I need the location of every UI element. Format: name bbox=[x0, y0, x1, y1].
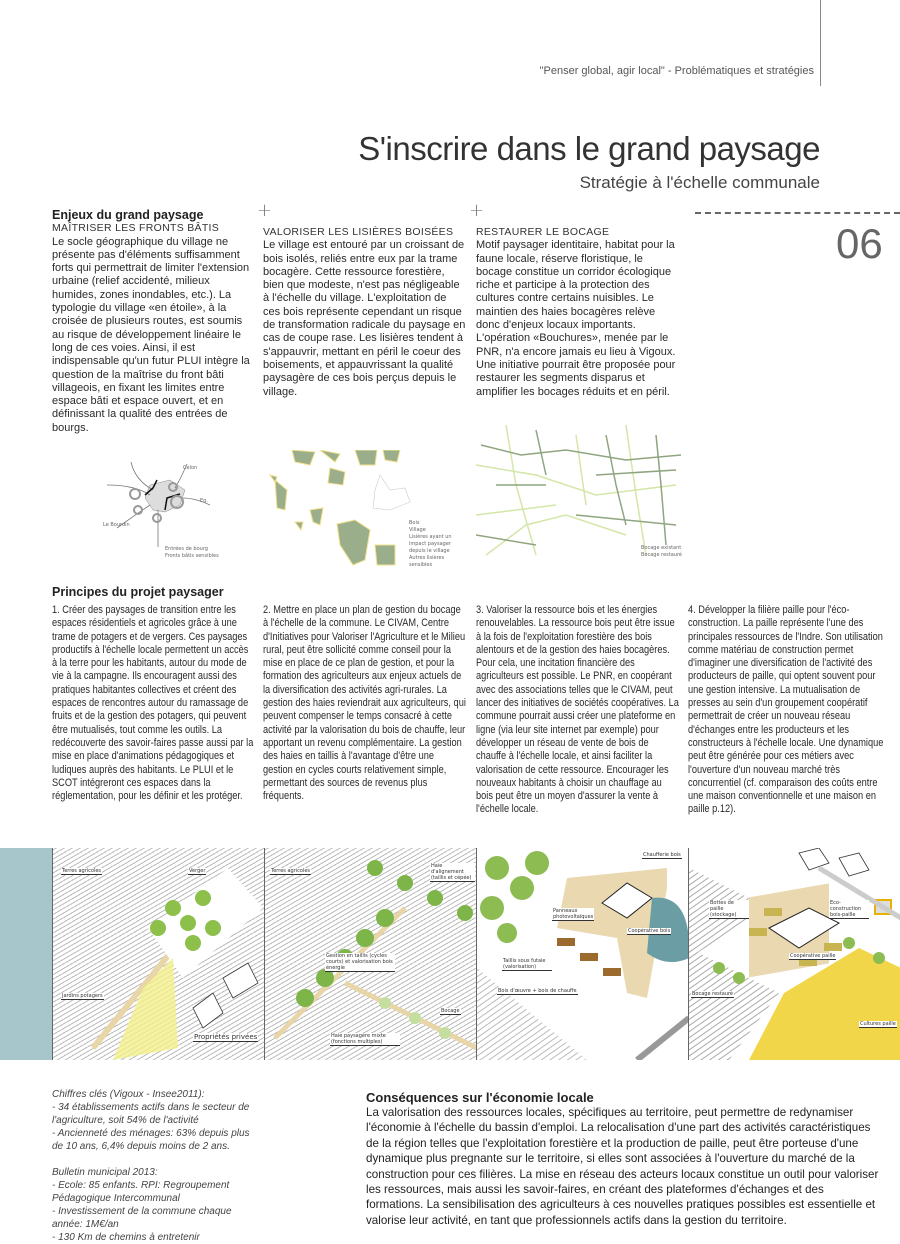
principes-heading: Principes du projet paysager bbox=[52, 585, 224, 599]
enjeux-title: VALORISER LES LISIÈRES BOISÉES bbox=[263, 226, 454, 238]
map-bocage bbox=[476, 425, 686, 565]
illus-label: Coopérative bois bbox=[628, 928, 671, 934]
running-title: "Penser global, agir local" - Problématiques et stratégies bbox=[539, 65, 814, 77]
illus-label: Propriétés privées bbox=[194, 1033, 258, 1041]
illustration-bois bbox=[476, 848, 688, 1060]
legend-village: Village bbox=[409, 527, 426, 533]
illus-label: Bois d'œuvre + bois de chauffe bbox=[498, 988, 577, 994]
enjeux-column-1 bbox=[52, 209, 255, 435]
principe-1: 1. Créer des paysages de transition entre les espaces résidentiels et agricoles grâce à une trame de potagers et de vergers. Ces paysages productifs à l'échelle locale permettent un accès à la terre pour les habitants, autour du mode de vie à la campagne. Ils encouragent aussi des pratiques habitantes collectives et créent des espaces de rencontres autour du ramassage de fruits et de la gestion des potagers, qui peuvent être mutualisés, tout comme les outils. La redécouverte des savoir-faires passe aussi par la mise en place d'animations pédagogiques et ludiques auprès des habitants. Le PLUI et le SCOT intégreront ces espaces dans la réglementation, pour les définir et les protéger. bbox=[52, 604, 254, 803]
illus-label: Terres agricoles bbox=[62, 868, 102, 874]
enjeux-heading: Enjeux du grand paysage bbox=[52, 208, 204, 222]
plus-icon: + bbox=[469, 200, 485, 221]
illus-label: Panneaux photovoltaïques bbox=[553, 908, 594, 920]
consequences-section bbox=[366, 1090, 881, 1228]
chiffres-cles bbox=[52, 1088, 262, 1244]
road-label: Celon bbox=[183, 465, 198, 471]
illus-label: Coopérative paille bbox=[790, 953, 836, 959]
legend-entrees: Entrées de bourg bbox=[165, 546, 208, 552]
illus-label: Jardins potagers bbox=[62, 993, 103, 999]
consequences-text: La valorisation des ressources locales, spécifiques au territoire, peut permettre de redynamiser l'économie à l'échelle du bassin d'emploi. La relocalisation d'une part des activités caractéristiques de la région telles que l'exploitation forestière et la production de paille, peut être porteuse d'une dynamique plus pregnante sur le territoire, si elles sont associées à l'ouverture du marché de la construction pour ces filières. La mise en réseau des acteurs locaux constitue un outil pour valoriser les ressources, mais aussi les savoir-faires, en créant des plateformes d'échanges et des formations. La sensibilisation des agriculteurs à ces nouvelles pratiques possibles est essentielle et valorise leur activité, en tant que professionnels actifs dans la gestion du territoire. bbox=[366, 1106, 879, 1227]
page-subtitle: Stratégie à l'échelle communale bbox=[579, 173, 820, 192]
principe-2: 2. Mettre en place un plan de gestion du bocage à l'échelle de la commune. Le CIVAM, Centre d'Initiatives pour Valoriser l'Agriculture et le Milieu rural, peut être sollicité comme conseil pour la mise en place de ce plan de gestion, et pour la formation des agriculteurs aux enjeux actuels de la diversification des activités agri-rurales. La gestion des haies reviendrait aux agriculteurs, qui peuvent compenser le temps consacré à cette activité par la valorisation du bois de chauffe, leur apportant un revenu complémentaire. La gestion des haies en taillis à l'avantage d'être une gestion en cycles courts relativement simple, permettant des sources de revenus plus fréquents. bbox=[263, 604, 466, 803]
map3-legend bbox=[641, 545, 682, 559]
map-lisieres bbox=[265, 450, 465, 570]
illus-label: Cultures paille bbox=[860, 1021, 896, 1027]
header-rule bbox=[820, 0, 821, 86]
legend-fronts: Fronts bâtis sensibles bbox=[165, 553, 219, 559]
principe-3: 3. Valoriser la ressource bois et les énergies renouvelables. La ressource bois peut être issue à la fois de l'exploitation forestière des bois alentours et de la gestion des haies bocagères. Pour cela, une incitation financière des agriculteurs est possible. Le PNR, en coopérant avec des associations telles que le CIVAM, peut lancer des initiatives de sociétés coopératives. La commune pourrait aussi créer une plateforme en ligne (via leur site internet par exemple) pour développer un réseau de vente de bois de chauffe à l'échelle locale, et ainsi faciliter la valorisation de cette ressource. Encourager les nouveaux habitants à choisir un chauffage au bois peut être un moyen d'assurer la vente à l'échelle locale. bbox=[476, 604, 679, 816]
road-label: Eg. bbox=[200, 498, 208, 504]
map1-legend bbox=[165, 546, 219, 560]
chiffres-item: - 34 établissements actifs dans le secteur de l'agriculture, soit 54% de l'activité bbox=[52, 1102, 250, 1126]
enjeux-title: RESTAURER LE BOCAGE bbox=[476, 226, 610, 238]
legend-autres-lisieres: Autres lisières sensibles bbox=[409, 555, 445, 568]
illus-label: Chaufferie bois bbox=[643, 852, 681, 858]
map-fronts-batis bbox=[95, 450, 225, 570]
teal-side-block bbox=[0, 848, 52, 1060]
bulletin-item: - Ecole: 85 enfants. RPI: Regroupement Pédagogique Intercommunal bbox=[52, 1180, 230, 1204]
illus-label: Gestion en taillis (cycles courts) et valorisation bois énergie bbox=[325, 953, 395, 972]
enjeux-column-3 bbox=[476, 226, 679, 399]
illus-label: Haie paysagère mixte (fonctions multiples) bbox=[330, 1033, 400, 1046]
illustration-potagers bbox=[52, 848, 264, 1060]
chiffres-title: Chiffres clés (Vigoux - Insee2011): bbox=[52, 1089, 205, 1100]
illus-label: Taillis sous futaie (valorisation) bbox=[502, 958, 552, 971]
road-label: Le Bourdin bbox=[103, 522, 130, 528]
illus-label: Terres agricoles bbox=[271, 868, 311, 874]
legend-bois: Bois bbox=[409, 520, 420, 526]
consequences-heading: Conséquences sur l'économie locale bbox=[366, 1090, 594, 1105]
illus-label: Bottes de paille (stockage) bbox=[709, 900, 749, 919]
illus-label: Verger bbox=[189, 868, 206, 874]
chiffres-item: - Ancienneté des ménages: 63% depuis plus de 10 ans, 6,4% depuis moins de 2 ans. bbox=[52, 1128, 250, 1152]
bulletin-title: Bulletin municipal 2013: bbox=[52, 1167, 158, 1178]
legend-bocage-restaure: Bocage restauré bbox=[641, 552, 682, 558]
illustration-bocage bbox=[264, 848, 476, 1060]
enjeux-text: Le village est entouré par un croissant de bois isolés, reliés entre eux par la trame bocagère. Cette ressource forestière, bien que modeste, n'est pas négligeable à l'échelle du village. L'exploitation de ces bois représente cependant un risque de transformation radicale du paysage en cas de coupe rase. Les lisières tendent à s'appauvrir, mettant en péril le coeur des boisements, et appauvrissant la qualité paysagère de ces bois perçus depuis le village. bbox=[263, 239, 466, 398]
enjeux-text: Motif paysager identitaire, habitat pour la faune locale, réserve floristique, le bocage constitue un corridor écologique riche et participe à la protection des cultures contre certains nuisibles. Le maintien des haies bocagères relève donc d'enjeux locaux importants. L'opération «Bouchures», menée par le PNR, n'a encore jamais eu lieu à Vigoux. Une initiative pourrait être proposée pour restaurer les segments disparus et amplifier les bocages réduits et en péril. bbox=[476, 239, 676, 398]
bulletin-item: - Investissement de la commune chaque année: 1M€/an bbox=[52, 1206, 232, 1230]
illustration-paille bbox=[688, 848, 900, 1060]
dashed-divider bbox=[695, 212, 900, 214]
legend-lisieres-impact: Lisières ayant un impact paysager depuis le village bbox=[409, 534, 452, 554]
bulletin-item: - 130 Km de chemins à entretenir bbox=[52, 1232, 200, 1243]
principe-4: 4. Développer la filière paille pour l'éco-construction. La paille représente l'une des principales ressources de l'Indre. Son utilisation comme matériau de construction permet d'imaginer une diversification de l'activité des producteurs de paille, qui optent souvent pour une gestion intensive. La mutualisation de presses au sein d'un groupement coopératif permettrait de créer un nouveau réseau d'échanges entre les producteurs et les constructeurs à l'échelle locale. Une dynamique peut être générée pour ces métiers avec l'ouverture d'un nouveau marché très concurrentiel (cf. comparaison des coûts entre une maison conventionnelle et une maison en paille p.12). bbox=[688, 604, 884, 816]
illus-label: Haie d'alignement (taillis et cépée) bbox=[430, 863, 475, 882]
page-number: 06 bbox=[836, 220, 883, 267]
illus-label: Bocage bbox=[441, 1008, 460, 1014]
plus-icon: + bbox=[257, 200, 273, 221]
legend-bocage-existant: Bocage existant bbox=[641, 545, 682, 551]
map2-legend bbox=[409, 520, 465, 569]
illus-label: Eco-construction bois-paille bbox=[829, 900, 869, 919]
page-title: S'inscrire dans le grand paysage bbox=[358, 130, 820, 167]
enjeux-column-2 bbox=[263, 226, 466, 399]
enjeux-title: MAÎTRISER LES FRONTS BÂTIS bbox=[52, 222, 220, 235]
enjeux-text: Le socle géographique du village ne présente pas d'éléments suffisamment forts qui permettrait de limiter l'extension urbaine (relief accidenté, milieux humides, zones inondables, etc.). La typologie du village «en étoile», à la croisée de plusieurs routes, est soumis au risque de développement linéaire le long de ces voies. Ainsi, il est indispensable qu'un futur PLUI intègre la question de la maîtrise du front bâti villageois, en fixant les limites entre espace bâti et espace ouvert, et en définissant la qualité des entrées de bourgs. bbox=[52, 235, 250, 434]
illus-label: Bocage restauré bbox=[692, 991, 733, 997]
